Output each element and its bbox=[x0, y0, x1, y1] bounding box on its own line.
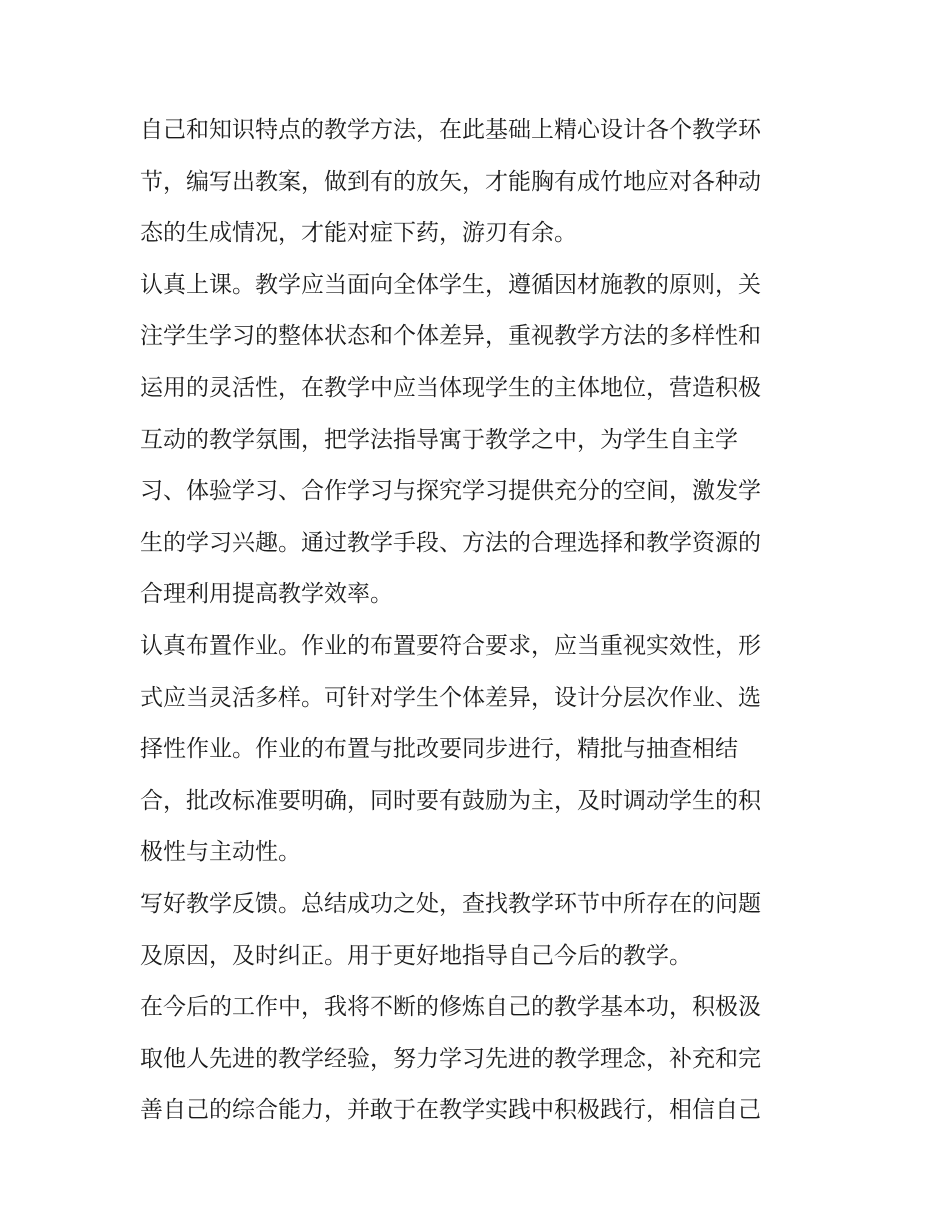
text-line: 自己和知识特点的教学方法，在此基础上精心设计各个教学环 bbox=[140, 117, 761, 143]
text-line: 善自己的综合能力，并敢于在教学实践中积极践行，相信自己 bbox=[140, 1097, 761, 1124]
text-line: 认真布置作业。作业的布置要符合要求，应当重视实效性，形 bbox=[140, 632, 761, 659]
text-line: 及原因，及时纠正。用于更好地指导自己今后的教学。 bbox=[140, 942, 692, 969]
text-line: 习、体验学习、合作学习与探究学习提供充分的空间，激发学 bbox=[140, 478, 761, 505]
text-line: 运用的灵活性，在教学中应当体现学生的主体地位，营造积极 bbox=[140, 374, 761, 401]
document-body bbox=[140, 108, 820, 1140]
text-line: 互动的教学氛围，把学法指导寓于教学之中，为学生自主学 bbox=[140, 426, 738, 453]
text-line: 态的生成情况，才能对症下药，游刃有余。 bbox=[140, 220, 577, 247]
text-line: 在今后的工作中，我将不断的修炼自己的教学基本功，积极汲 bbox=[140, 994, 761, 1021]
text-line: 取他人先进的教学经验，努力学习先进的教学理念，补充和完 bbox=[140, 1045, 761, 1072]
text-line: 合，批改标准要明确，同时要有鼓励为主，及时调动学生的积 bbox=[140, 787, 761, 814]
text-line: 认真上课。教学应当面向全体学生，遵循因材施教的原则，关 bbox=[140, 271, 761, 298]
text-line: 合理利用提高教学效率。 bbox=[140, 581, 393, 608]
text-line: 节，编写出教案，做到有的放矢，才能胸有成竹地应对各种动 bbox=[140, 168, 761, 195]
text-line: 择性作业。作业的布置与批改要同步进行，精批与抽查相结 bbox=[140, 736, 738, 763]
text-line: 极性与主动性。 bbox=[140, 839, 301, 866]
text-line: 写好教学反馈。总结成功之处，查找教学环节中所存在的问题 bbox=[140, 890, 761, 917]
text-line: 式应当灵活多样。可针对学生个体差异，设计分层次作业、选 bbox=[140, 684, 761, 711]
text-line: 生的学习兴趣。通过教学手段、方法的合理选择和教学资源的 bbox=[140, 529, 761, 556]
text-line: 注学生学习的整体状态和个体差异，重视教学方法的多样性和 bbox=[140, 323, 761, 350]
